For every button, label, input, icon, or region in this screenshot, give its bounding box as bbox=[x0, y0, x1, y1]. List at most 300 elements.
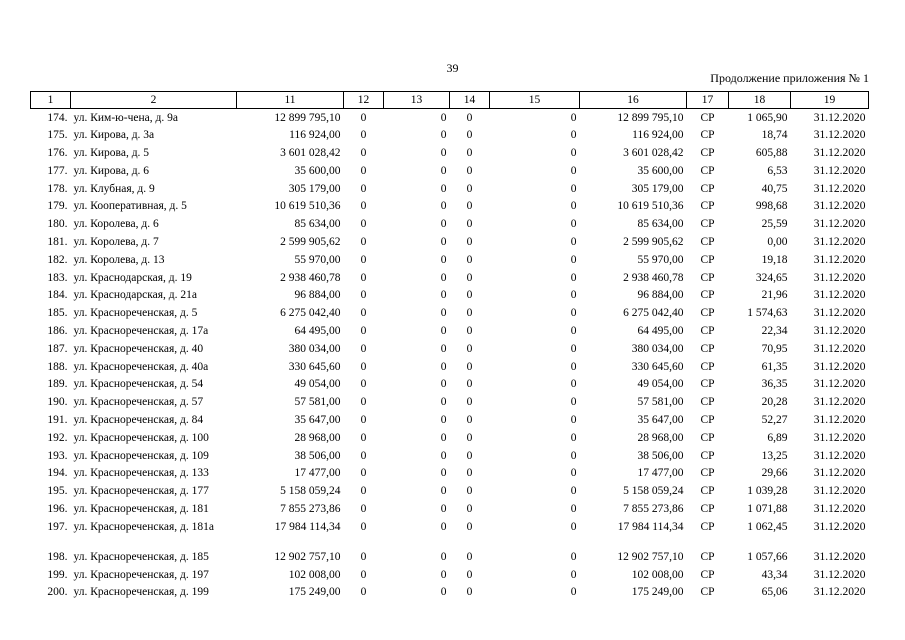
value-col-14: 0 bbox=[466, 431, 473, 444]
value-col-16: 64 495,00 bbox=[637, 325, 684, 338]
value-col-16: 35 647,00 bbox=[637, 414, 684, 427]
date: 31.12.2020 bbox=[813, 360, 866, 373]
date: 31.12.2020 bbox=[813, 271, 866, 284]
value-col-16: 17 477,00 bbox=[637, 467, 684, 480]
value-col-18: 29,66 bbox=[761, 467, 788, 480]
class-code: СР bbox=[700, 307, 715, 320]
row-number: 175. bbox=[47, 129, 68, 142]
value-col-11: 49 054,00 bbox=[294, 378, 341, 391]
value-col-16: 57 581,00 bbox=[637, 396, 684, 409]
row-number: 174. bbox=[47, 112, 68, 124]
value-col-18: 36,35 bbox=[761, 378, 788, 391]
date: 31.12.2020 bbox=[813, 164, 866, 177]
value-col-11: 102 008,00 bbox=[288, 568, 341, 581]
value-col-15: 0 bbox=[570, 147, 577, 160]
value-col-15: 0 bbox=[570, 325, 577, 338]
value-col-18: 998,68 bbox=[755, 200, 788, 213]
value-col-18: 65,06 bbox=[761, 586, 788, 599]
row-number: 200. bbox=[47, 586, 68, 599]
row-number: 179. bbox=[47, 200, 68, 213]
value-col-11: 6 275 042,40 bbox=[280, 307, 341, 320]
row-number: 183. bbox=[47, 271, 68, 284]
value-col-14: 0 bbox=[466, 342, 473, 355]
value-col-12: 0 bbox=[360, 236, 367, 249]
value-col-11: 2 938 460,78 bbox=[280, 271, 341, 284]
value-col-11: 175 249,00 bbox=[288, 586, 341, 599]
row-number: 199. bbox=[47, 568, 68, 581]
value-col-12: 0 bbox=[360, 129, 367, 142]
table-row bbox=[31, 144, 869, 162]
value-col-12: 0 bbox=[360, 467, 367, 480]
address: ул. Королева, д. 6 bbox=[73, 218, 159, 231]
value-col-11: 305 179,00 bbox=[288, 182, 341, 195]
class-code: СР bbox=[700, 396, 715, 409]
row-number: 195. bbox=[47, 485, 68, 498]
value-col-12: 0 bbox=[360, 147, 367, 160]
value-col-16: 55 970,00 bbox=[637, 253, 684, 266]
class-code: СР bbox=[700, 550, 715, 563]
table-row bbox=[31, 464, 869, 482]
address: ул. Королева, д. 13 bbox=[73, 253, 165, 266]
table-row bbox=[31, 548, 869, 566]
value-col-18: 1 574,63 bbox=[747, 307, 788, 320]
value-col-14: 0 bbox=[466, 236, 473, 249]
value-col-12: 0 bbox=[360, 307, 367, 320]
value-col-14: 0 bbox=[466, 550, 473, 563]
table-row bbox=[31, 109, 869, 127]
row-number: 180. bbox=[47, 218, 68, 231]
value-col-11: 96 884,00 bbox=[294, 289, 341, 302]
value-col-18: 19,18 bbox=[761, 253, 788, 266]
value-col-13: 0 bbox=[440, 467, 447, 480]
value-col-13: 0 bbox=[440, 307, 447, 320]
value-col-12: 0 bbox=[360, 200, 367, 213]
date: 31.12.2020 bbox=[813, 342, 866, 355]
table-row bbox=[31, 583, 869, 601]
value-col-16: 85 634,00 bbox=[637, 218, 684, 231]
value-col-15: 0 bbox=[570, 568, 577, 581]
value-col-18: 6,89 bbox=[767, 431, 788, 444]
value-col-13: 0 bbox=[440, 431, 447, 444]
value-col-12: 0 bbox=[360, 485, 367, 498]
value-col-15: 0 bbox=[570, 431, 577, 444]
col-header: 14 bbox=[450, 92, 490, 109]
value-col-14: 0 bbox=[466, 467, 473, 480]
address: ул. Краснореченская, д. 54 bbox=[73, 378, 204, 391]
value-col-18: 0,00 bbox=[767, 236, 788, 249]
value-col-18: 70,95 bbox=[761, 342, 788, 355]
value-col-12: 0 bbox=[360, 342, 367, 355]
col-header: 13 bbox=[384, 92, 450, 109]
col-header: 2 bbox=[71, 92, 237, 109]
row-number: 196. bbox=[47, 503, 68, 516]
value-col-13: 0 bbox=[440, 200, 447, 213]
value-col-15: 0 bbox=[570, 449, 577, 462]
value-col-15: 0 bbox=[570, 129, 577, 142]
appendix-caption: Продолжение приложения № 1 bbox=[710, 71, 869, 85]
table-row bbox=[31, 482, 869, 500]
table-row bbox=[31, 162, 869, 180]
value-col-12: 0 bbox=[360, 520, 367, 533]
value-col-14: 0 bbox=[466, 378, 473, 391]
value-col-15: 0 bbox=[570, 200, 577, 213]
row-number: 176. bbox=[47, 147, 68, 160]
value-col-12: 0 bbox=[360, 396, 367, 409]
date: 31.12.2020 bbox=[813, 520, 866, 533]
value-col-16: 6 275 042,40 bbox=[623, 307, 684, 320]
value-col-13: 0 bbox=[440, 218, 447, 231]
class-code: СР bbox=[700, 182, 715, 195]
value-col-12: 0 bbox=[360, 360, 367, 373]
value-col-18: 324,65 bbox=[755, 271, 788, 284]
value-col-13: 0 bbox=[440, 182, 447, 195]
address: ул. Краснореченская, д. 109 bbox=[73, 449, 209, 462]
class-code: СР bbox=[700, 485, 715, 498]
value-col-18: 20,28 bbox=[761, 396, 788, 409]
address: ул. Краснодарская, д. 19 bbox=[73, 271, 192, 284]
class-code: СР bbox=[700, 342, 715, 355]
value-col-18: 21,96 bbox=[761, 289, 788, 302]
value-col-14: 0 bbox=[466, 307, 473, 320]
date: 31.12.2020 bbox=[813, 218, 866, 231]
col-header: 11 bbox=[237, 92, 344, 109]
value-col-16: 17 984 114,34 bbox=[617, 520, 684, 533]
value-col-13: 0 bbox=[440, 164, 447, 177]
class-code: СР bbox=[700, 200, 715, 213]
address: ул. Краснореченская, д. 40 bbox=[73, 342, 204, 355]
row-number: 189. bbox=[47, 378, 68, 391]
value-col-14: 0 bbox=[466, 325, 473, 338]
address: ул. Кирова, д. 5 bbox=[73, 147, 150, 160]
table-row bbox=[31, 197, 869, 215]
class-code: СР bbox=[700, 218, 715, 231]
table-row bbox=[31, 215, 869, 233]
date: 31.12.2020 bbox=[813, 449, 866, 462]
value-col-14: 0 bbox=[466, 271, 473, 284]
row-number: 186. bbox=[47, 325, 68, 338]
value-col-13: 0 bbox=[440, 414, 447, 427]
value-col-15: 0 bbox=[570, 414, 577, 427]
address: ул. Краснореченская, д. 199 bbox=[73, 586, 209, 599]
table-row bbox=[31, 233, 869, 251]
value-col-15: 0 bbox=[570, 342, 577, 355]
value-col-15: 0 bbox=[570, 503, 577, 516]
class-code: СР bbox=[700, 568, 715, 581]
class-code: СР bbox=[700, 129, 715, 142]
date: 31.12.2020 bbox=[813, 325, 866, 338]
value-col-13: 0 bbox=[440, 236, 447, 249]
date: 31.12.2020 bbox=[813, 307, 866, 320]
value-col-12: 0 bbox=[360, 449, 367, 462]
class-code: СР bbox=[700, 431, 715, 444]
value-col-14: 0 bbox=[466, 200, 473, 213]
value-col-15: 0 bbox=[570, 396, 577, 409]
row-number: 188. bbox=[47, 360, 68, 373]
value-col-14: 0 bbox=[466, 520, 473, 533]
address: ул. Краснореченская, д. 197 bbox=[73, 568, 209, 581]
row-number: 177. bbox=[47, 164, 68, 177]
class-code: СР bbox=[700, 236, 715, 249]
value-col-16: 10 619 510,36 bbox=[617, 200, 684, 213]
value-col-16: 305 179,00 bbox=[631, 182, 684, 195]
table-row bbox=[31, 566, 869, 584]
value-col-18: 52,27 bbox=[761, 414, 788, 427]
value-col-15: 0 bbox=[570, 112, 577, 124]
value-col-15: 0 bbox=[570, 307, 577, 320]
address: ул. Кооперативная, д. 5 bbox=[73, 200, 187, 213]
value-col-13: 0 bbox=[440, 550, 447, 563]
address: ул. Ким-ю-чена, д. 9а bbox=[73, 112, 178, 124]
col-header: 12 bbox=[344, 92, 384, 109]
value-col-11: 38 506,00 bbox=[294, 449, 341, 462]
value-col-15: 0 bbox=[570, 218, 577, 231]
date: 31.12.2020 bbox=[813, 550, 866, 563]
value-col-15: 0 bbox=[570, 485, 577, 498]
row-number: 182. bbox=[47, 253, 68, 266]
table-row bbox=[31, 340, 869, 358]
value-col-18: 1 071,88 bbox=[747, 503, 788, 516]
row-number: 198. bbox=[47, 550, 68, 563]
value-col-16: 28 968,00 bbox=[637, 431, 684, 444]
value-col-15: 0 bbox=[570, 182, 577, 195]
value-col-15: 0 bbox=[570, 360, 577, 373]
value-col-18: 18,74 bbox=[761, 129, 788, 142]
row-number: 178. bbox=[47, 182, 68, 195]
value-col-16: 2 938 460,78 bbox=[623, 271, 684, 284]
value-col-12: 0 bbox=[360, 503, 367, 516]
value-col-12: 0 bbox=[360, 271, 367, 284]
value-col-16: 7 855 273,86 bbox=[623, 503, 684, 516]
class-code: СР bbox=[700, 414, 715, 427]
value-col-13: 0 bbox=[440, 485, 447, 498]
value-col-14: 0 bbox=[466, 503, 473, 516]
col-header: 15 bbox=[490, 92, 580, 109]
value-col-11: 10 619 510,36 bbox=[274, 200, 341, 213]
value-col-18: 13,25 bbox=[761, 449, 788, 462]
value-col-12: 0 bbox=[360, 414, 367, 427]
date: 31.12.2020 bbox=[813, 431, 866, 444]
date: 31.12.2020 bbox=[813, 289, 866, 302]
col-header: 17 bbox=[687, 92, 729, 109]
address: ул. Краснореченская, д. 181а bbox=[73, 520, 214, 533]
table-row bbox=[31, 286, 869, 304]
date: 31.12.2020 bbox=[813, 253, 866, 266]
table-row bbox=[31, 518, 869, 548]
value-col-14: 0 bbox=[466, 164, 473, 177]
value-col-16: 12 902 757,10 bbox=[617, 550, 684, 563]
date: 31.12.2020 bbox=[813, 467, 866, 480]
col-header: 16 bbox=[580, 92, 687, 109]
value-col-11: 7 855 273,86 bbox=[280, 503, 341, 516]
value-col-14: 0 bbox=[466, 253, 473, 266]
value-col-15: 0 bbox=[570, 236, 577, 249]
value-col-12: 0 bbox=[360, 378, 367, 391]
address: ул. Клубная, д. 9 bbox=[73, 182, 155, 195]
value-col-12: 0 bbox=[360, 550, 367, 563]
value-col-18: 40,75 bbox=[761, 182, 788, 195]
value-col-13: 0 bbox=[440, 503, 447, 516]
value-col-13: 0 bbox=[440, 396, 447, 409]
value-col-14: 0 bbox=[466, 586, 473, 599]
value-col-16: 330 645,60 bbox=[631, 360, 684, 373]
address: ул. Краснореченская, д. 133 bbox=[73, 467, 209, 480]
value-col-15: 0 bbox=[570, 289, 577, 302]
value-col-18: 1 062,45 bbox=[747, 520, 788, 533]
value-col-16: 380 034,00 bbox=[631, 342, 684, 355]
table-row bbox=[31, 180, 869, 198]
value-col-12: 0 bbox=[360, 182, 367, 195]
date: 31.12.2020 bbox=[813, 485, 866, 498]
address: ул. Краснореченская, д. 177 bbox=[73, 485, 209, 498]
address: ул. Краснореченская, д. 181 bbox=[73, 503, 209, 516]
value-col-13: 0 bbox=[440, 586, 447, 599]
class-code: СР bbox=[700, 147, 715, 160]
value-col-13: 0 bbox=[440, 112, 447, 124]
value-col-11: 85 634,00 bbox=[294, 218, 341, 231]
address: ул. Королева, д. 7 bbox=[73, 236, 159, 249]
row-number: 197. bbox=[47, 520, 68, 533]
address: ул. Краснореченская, д. 57 bbox=[73, 396, 204, 409]
address: ул. Кирова, д. 6 bbox=[73, 164, 150, 177]
page-number: 39 bbox=[446, 61, 459, 75]
value-col-14: 0 bbox=[466, 218, 473, 231]
row-number: 185. bbox=[47, 307, 68, 320]
table-row bbox=[31, 269, 869, 287]
value-col-18: 22,34 bbox=[761, 325, 788, 338]
address: ул. Краснореченская, д. 5 bbox=[73, 307, 198, 320]
header-row bbox=[31, 92, 869, 109]
value-col-11: 12 899 795,10 bbox=[274, 112, 341, 124]
value-col-11: 35 600,00 bbox=[294, 164, 341, 177]
value-col-15: 0 bbox=[570, 586, 577, 599]
date: 31.12.2020 bbox=[813, 586, 866, 599]
value-col-11: 17 477,00 bbox=[294, 467, 341, 480]
value-col-11: 57 581,00 bbox=[294, 396, 341, 409]
value-col-14: 0 bbox=[466, 182, 473, 195]
date: 31.12.2020 bbox=[813, 129, 866, 142]
value-col-11: 12 902 757,10 bbox=[274, 550, 341, 563]
value-col-13: 0 bbox=[440, 271, 447, 284]
value-col-18: 6,53 bbox=[767, 164, 788, 177]
value-col-18: 1 065,90 bbox=[747, 112, 788, 124]
value-col-12: 0 bbox=[360, 568, 367, 581]
value-col-18: 1 039,28 bbox=[747, 485, 788, 498]
date: 31.12.2020 bbox=[813, 200, 866, 213]
value-col-14: 0 bbox=[466, 360, 473, 373]
row-number: 194. bbox=[47, 467, 68, 480]
value-col-15: 0 bbox=[570, 520, 577, 533]
value-col-13: 0 bbox=[440, 325, 447, 338]
table-row bbox=[31, 304, 869, 322]
value-col-11: 2 599 905,62 bbox=[280, 236, 341, 249]
value-col-16: 175 249,00 bbox=[631, 586, 684, 599]
value-col-11: 3 601 028,42 bbox=[280, 147, 341, 160]
class-code: СР bbox=[700, 520, 715, 533]
row-number: 191. bbox=[47, 414, 68, 427]
value-col-11: 380 034,00 bbox=[288, 342, 341, 355]
value-col-12: 0 bbox=[360, 431, 367, 444]
class-code: СР bbox=[700, 449, 715, 462]
class-code: СР bbox=[700, 271, 715, 284]
date: 31.12.2020 bbox=[813, 236, 866, 249]
value-col-12: 0 bbox=[360, 164, 367, 177]
date: 31.12.2020 bbox=[813, 378, 866, 391]
table-row bbox=[31, 429, 869, 447]
value-col-18: 605,88 bbox=[755, 147, 788, 160]
value-col-13: 0 bbox=[440, 129, 447, 142]
class-code: СР bbox=[700, 253, 715, 266]
value-col-13: 0 bbox=[440, 147, 447, 160]
value-col-12: 0 bbox=[360, 325, 367, 338]
class-code: СР bbox=[700, 164, 715, 177]
value-col-11: 55 970,00 bbox=[294, 253, 341, 266]
address: ул. Краснореченская, д. 17а bbox=[73, 325, 209, 338]
value-col-11: 17 984 114,34 bbox=[274, 520, 341, 533]
value-col-15: 0 bbox=[570, 253, 577, 266]
value-col-12: 0 bbox=[360, 253, 367, 266]
value-col-13: 0 bbox=[440, 520, 447, 533]
value-col-12: 0 bbox=[360, 112, 367, 124]
row-number: 192. bbox=[47, 431, 68, 444]
value-col-14: 0 bbox=[466, 568, 473, 581]
date: 31.12.2020 bbox=[813, 112, 866, 124]
address: ул. Краснореченская, д. 100 bbox=[73, 431, 209, 444]
class-code: СР bbox=[700, 360, 715, 373]
value-col-15: 0 bbox=[570, 378, 577, 391]
class-code: СР bbox=[700, 289, 715, 302]
value-col-18: 1 057,66 bbox=[747, 550, 788, 563]
value-col-16: 96 884,00 bbox=[637, 289, 684, 302]
date: 31.12.2020 bbox=[813, 182, 866, 195]
value-col-14: 0 bbox=[466, 112, 473, 124]
value-col-12: 0 bbox=[360, 218, 367, 231]
address: ул. Краснодарская, д. 21а bbox=[73, 289, 198, 302]
value-col-13: 0 bbox=[440, 289, 447, 302]
table-row bbox=[31, 126, 869, 144]
date: 31.12.2020 bbox=[813, 414, 866, 427]
row-number: 190. bbox=[47, 396, 68, 409]
value-col-11: 5 158 059,24 bbox=[280, 485, 341, 498]
row-number: 184. bbox=[47, 289, 68, 302]
value-col-11: 64 495,00 bbox=[294, 325, 341, 338]
value-col-16: 38 506,00 bbox=[637, 449, 684, 462]
value-col-14: 0 bbox=[466, 289, 473, 302]
value-col-15: 0 bbox=[570, 467, 577, 480]
address: ул. Кирова, д. 3а bbox=[73, 129, 155, 142]
date: 31.12.2020 bbox=[813, 147, 866, 160]
table-row bbox=[31, 251, 869, 269]
row-number: 187. bbox=[47, 342, 68, 355]
value-col-11: 28 968,00 bbox=[294, 431, 341, 444]
table-row bbox=[31, 393, 869, 411]
date: 31.12.2020 bbox=[813, 503, 866, 516]
data-table bbox=[30, 91, 869, 601]
value-col-16: 49 054,00 bbox=[637, 378, 684, 391]
table-row bbox=[31, 358, 869, 376]
value-col-11: 330 645,60 bbox=[288, 360, 341, 373]
value-col-15: 0 bbox=[570, 550, 577, 563]
value-col-16: 5 158 059,24 bbox=[623, 485, 684, 498]
value-col-12: 0 bbox=[360, 289, 367, 302]
value-col-12: 0 bbox=[360, 586, 367, 599]
value-col-16: 102 008,00 bbox=[631, 568, 684, 581]
value-col-14: 0 bbox=[466, 129, 473, 142]
value-col-18: 61,35 bbox=[761, 360, 788, 373]
date: 31.12.2020 bbox=[813, 568, 866, 581]
table-row bbox=[31, 411, 869, 429]
table-row bbox=[31, 322, 869, 340]
value-col-16: 2 599 905,62 bbox=[623, 236, 684, 249]
